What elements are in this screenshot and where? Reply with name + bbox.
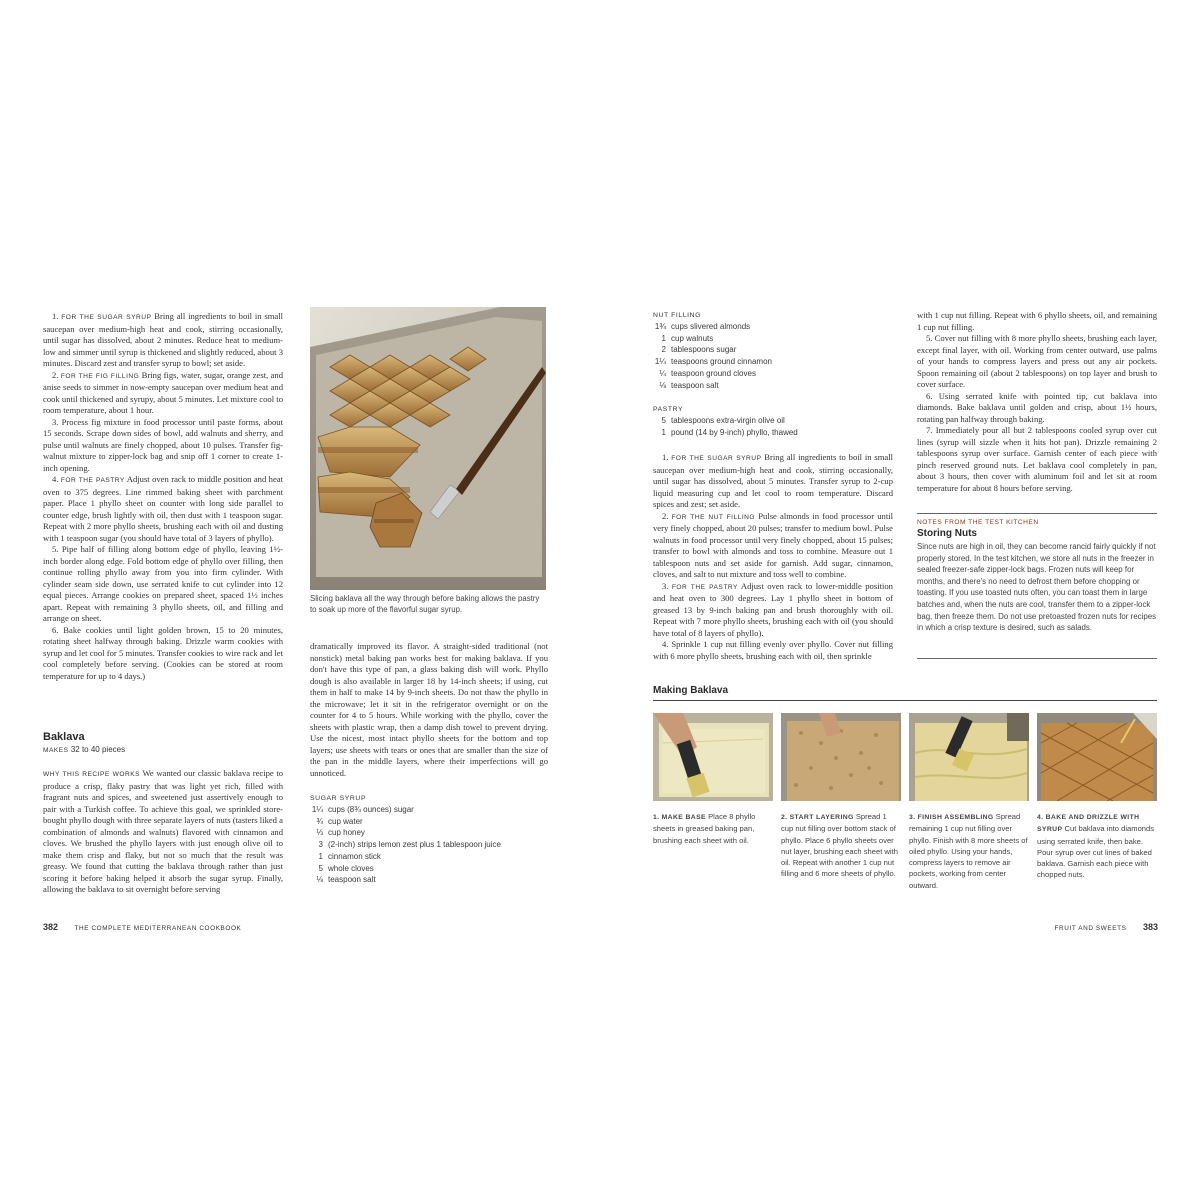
ingredient-text: (2-inch) strips lemon zest plus 1 tablespoon juice: [328, 840, 501, 850]
nut-filling-list: [653, 321, 893, 391]
ingredient-item: [653, 415, 893, 427]
ingredient-item: [653, 356, 893, 368]
making-step-1: [653, 713, 773, 846]
ingredient-text: teaspoons ground cinnamon: [671, 357, 772, 367]
ingredient-item: [653, 380, 893, 392]
start-layering-photo: [781, 713, 901, 801]
ingredient-text: pound (14 by 9-inch) phyllo, thawed: [671, 427, 798, 437]
finish-assembling-caption: 3. FINISH ASSEMBLING Spread remaining 1 cup nut filling over phyllo. Finish with 8 more sheets of oiled phyllo. Using your hands, compress layers to remove air pockets, working from center outward.: [909, 812, 1028, 890]
notes-bottom-rule: [917, 658, 1157, 659]
why-paragraph: [43, 768, 283, 896]
fig-step-4: 4. FOR THE PASTRY Adjust oven rack to middle position and heat oven to 375 degrees. Line rimmed baking sheet with parchment paper. Place 1 phyllo sheet on counter with long side parallel to counter edge, brush lightly with oil, then dust with 1 teaspoon sugar. Repeat with 2 more phyllo sheets, brushing each with oil and dusting with 1 teaspoon sugar (you should have total of 3 layers of phyllo).: [43, 474, 283, 543]
make-base-caption: 1. MAKE BASE Place 8 phyllo sheets in greased baking pan, brushing each sheet with oil.: [653, 812, 756, 845]
why-label: WHY THIS RECIPE WORKS: [43, 771, 141, 778]
sugar-syrup-section: [310, 795, 548, 886]
baklava-step-7: 7. Immediately pour all but 2 tablespoons cooled syrup over cut lines (syrup will sizzle when it hits hot pan). Drizzle remaining 2 tablespoons syrup over surface. Garnish center of each piece with pinch reserved ground nuts. Let baklava cool completely in pan, about 3 hours, then cover with aluminum foil and let sit at room temperature for about 8 hours before serving.: [917, 425, 1157, 493]
recipe-yield: [43, 745, 125, 754]
baklava-step-1: 1. FOR THE SUGAR SYRUP Bring all ingredients to boil in small saucepan over medium-high heat and cook, stirring occasionally, until sugar has dissolved, about 5 minutes. Transfer syrup to 2-cup liquid measuring cup and let cool to room temperature. Discard spices and zest; set aside.: [653, 452, 893, 509]
bake-and-drizzle-photo: [1037, 713, 1157, 801]
making-step-3: [909, 713, 1029, 891]
ingredient-text: cinnamon stick: [328, 851, 381, 861]
ingredient-item: [310, 851, 548, 863]
right-folio: [1055, 917, 1158, 935]
nut-filling-section: [653, 312, 893, 391]
baklava-steps-col2: [917, 310, 1157, 494]
baklava-photo: [310, 307, 546, 590]
makes-label: MAKES: [43, 747, 69, 754]
ingredient-quantity: ⅛: [659, 380, 666, 390]
fig-step-3: 3. Process fig mixture in food processor until paste forms, about 15 seconds. Scrape down sides of bowl, add walnuts and sherry, and pulse until walnuts are finely chopped, about 10 pulses. Transfer fig-walnut mixture to zipper-lock bag and snip off 1 corner to create 1-inch opening.: [43, 416, 283, 473]
baklava-step-6: 6. Using serrated knife with pointed tip, cut baklava into diamonds. Bake baklava until golden and crisp, about 1½ hours, rotating pan halfway through baking.: [917, 390, 1158, 424]
baklava-pan-illustration: [310, 307, 546, 590]
fig-step-1: 1. FOR THE SUGAR SYRUP Bring all ingredients to boil in small saucepan over medium-high heat and cook, stirring occasionally, until sugar has dissolved, about 2 minutes. Reduce heat to medium-low and simmer until syrup is thickened and slightly reduced, about 3 minutes. Discard zest and transfer syrup to bowl; set aside.: [43, 311, 283, 368]
ingredient-text: cup water: [328, 816, 363, 826]
photo-caption: Slicing baklava all the way through before baking allows the pastry to soak up more of the flavorful sugar syrup.: [310, 594, 540, 614]
ingredient-item: [653, 427, 893, 439]
pastry-list: [653, 415, 893, 438]
notes-text: Since nuts are high in oil, they can become rancid fairly quickly if not properly stored. In the test kitchen, we store all nuts in the freezer in sealed freezer-safe zipper-lock bags. Frozen nuts will keep for months, and there's no need to defrost them before chopping or toasting. If you use toasted nuts often, you can toast them in large batches and, when the nuts are cool, transfer them to a zipper-lock bag, then freeze them. Do not use pretoasted frozen nuts for recipes in which a crisp texture is desired, such as salads.: [917, 542, 1157, 633]
ingredient-text: tablespoons extra-virgin olive oil: [671, 416, 785, 425]
ingredient-quantity: ¼: [659, 368, 666, 378]
ingredient-item: [310, 816, 548, 828]
ingredient-text: tablespoons sugar: [671, 345, 737, 355]
baklava-step-5: 5. Cover nut filling with 8 more phyllo sheets, brushing each layer, except final layer, with oil. Working from center outward, use palms of your hands to compress layers and press out any air pockets. Spoon remaining oil (about 2 tablespoons) on top layer and brush to cover surface.: [917, 333, 1157, 389]
nut-filling-heading: NUT FILLING: [653, 312, 702, 319]
fig-cookie-steps: [43, 311, 283, 682]
pastry-section: [653, 406, 893, 438]
ingredient-quantity: 3: [318, 840, 323, 850]
ingredient-item: [653, 368, 893, 380]
baklava-steps-col1: [653, 452, 893, 662]
ingredient-item: [653, 321, 893, 333]
ingredient-quantity: 1: [661, 333, 666, 343]
bake-and-drizzle-caption: 4. BAKE AND DRIZZLE WITH SYRUP Cut baklava into diamonds using serrated knife, then bake. Pour syrup over cut lines of baked baklava. Garnish each piece with chopped nuts.: [1037, 814, 1155, 880]
ingredient-item: [310, 874, 548, 886]
why-continued-text: dramatically improved its flavor. A straight-sided traditional (not nonstick) metal baking pan works best for making baklava. If you don't have this type of pan, a glass baking dish will work. Phyllo dough is also available in larger 18 by 14-inch sheets; if using, cut them in half to make 14 by 9-inch sheets. Do not thaw the phyllo in the microwave; let it sit in the refrigerator overnight or on the counter for 4 to 5 hours. While working with the phyllo, cover the sheets with plastic wrap, then a damp dish towel to prevent drying. Use the nicest, most intact phyllo sheets for the bottom and top layers; use sheets with tears or ones that are smaller than the size of the pan in the middle layers, where their imperfections will go unnoticed.: [310, 641, 548, 778]
ingredient-quantity: 5: [318, 863, 323, 873]
baklava-step-4-continued: with 1 cup nut filling. Repeat with 6 phyllo sheets, oil, and remaining 1 cup nut filling.: [917, 310, 1157, 332]
ingredient-quantity: ⅛: [316, 875, 323, 885]
ingredient-text: cup honey: [328, 828, 365, 838]
ingredient-item: [310, 804, 548, 816]
make-base-photo: [653, 713, 773, 801]
ingredient-quantity: 1: [661, 427, 666, 437]
ingredient-text: teaspoon salt: [671, 380, 719, 390]
finish-assembling-photo: [909, 713, 1029, 801]
recipe-title: Baklava: [43, 731, 85, 743]
ingredient-quantity: 1¼: [311, 805, 323, 814]
baklava-step-2: 2. FOR THE NUT FILLING Pulse almonds in food processor until very finely chopped, about 20 pulses; transfer to medium bowl. Pulse walnuts in food processor until very finely chopped, about 15 pulses; transfer to bowl with almonds and toss to combine. Measure out 1 tablespoon nuts and set aside for garnish. Add sugar, cinnamon, cloves, and salt to nut mixture and toss well to combine.: [653, 510, 893, 579]
making-step-2: [781, 713, 901, 880]
why-this-recipe-works: [43, 768, 283, 896]
ingredient-text: cup walnuts: [671, 333, 714, 343]
ingredient-item: [310, 863, 548, 875]
ingredient-text: teaspoon ground cloves: [671, 368, 756, 378]
ingredient-item: [310, 827, 548, 839]
ingredient-quantity: 5: [661, 416, 666, 425]
fig-step-2: 2. FOR THE FIG FILLING Bring figs, water, sugar, orange zest, and anise seeds to simmer in now-empty saucepan over medium heat and cook until thickened and syrupy, about 5 minutes. Let mixture cool to room temperature, about 1 hour.: [43, 369, 283, 415]
right-page: [600, 0, 1200, 1200]
makes-value: 32 to 40 pieces: [70, 745, 126, 754]
ingredient-quantity: ¾: [316, 816, 323, 826]
ingredient-text: cups (8¾ ounces) sugar: [328, 805, 414, 814]
ingredient-quantity: 2: [661, 345, 666, 355]
notes-label: NOTES FROM THE TEST KITCHEN: [917, 519, 1039, 526]
fig-step-5: 5. Pipe half of filling along bottom edge of phyllo, leaving 1½-inch border along edge. Fold bottom edge of phyllo over filling, then continue rolling phyllo away from you into firm cylinder. With cylinder seam side down, use serrated knife to cut cylinder into 12 equal pieces. Arrange cookies on prepared sheet, spaced 1½ inches apart. Repeat with remaining 3 phyllo sheets, oil, and filling and arrange on sheet.: [43, 544, 283, 623]
sugar-syrup-heading: SUGAR SYRUP: [310, 795, 367, 802]
page-number-left: 382: [43, 922, 59, 932]
ingredient-item: [310, 839, 548, 851]
start-layering-caption: 2. START LAYERING Spread 1 cup nut filling over bottom stack of phyllo. Place 6 phyllo sheets over nut layer, brushing each sheet with oil. Repeat with another 1 cup nut filling and 6 more sheets of phyllo.: [781, 812, 898, 879]
ingredient-quantity: ⅓: [316, 828, 323, 838]
ingredient-item: [653, 333, 893, 345]
notes-title: Storing Nuts: [917, 528, 977, 539]
making-step-4: [1037, 713, 1157, 881]
making-title: Making Baklava: [653, 685, 729, 696]
sugar-syrup-list: [310, 804, 548, 886]
making-rule: [653, 700, 1157, 701]
notes-top-rule: [917, 513, 1157, 514]
ingredient-quantity: 1: [318, 851, 323, 861]
ingredient-text: teaspoon salt: [328, 875, 376, 885]
fig-step-6: 6. Bake cookies until light golden brown, 15 to 20 minutes, rotating sheet halfway through baking. Drizzle warm cookies with syrup and let cool for 5 minutes. Transfer cookies to wire rack and let cool completely before serving. (Cookies can be stored at room temperature for up to 4 days.): [43, 624, 283, 681]
page-number-right: 383: [1142, 922, 1158, 932]
ingredient-quantity: 1¼: [654, 357, 666, 367]
why-continued-column: [310, 641, 548, 779]
why-text: We wanted our classic baklava recipe to produce a crisp, flaky pastry that was light yet rich, filled with fragrant nuts and spices, and sweetened just assertively enough to pair with a Turkish coffee. To achieve this goal, we sprinkled store-bought phyllo dough with three separate layers of nuts (tasters liked a combination of almonds and walnuts) flavored with cinnamon and cloves. We brushed the phyllo layers with just enough olive oil to make them crisp and flaky, but not so much that the result was greasy. We found that cutting the baklava through rather than just scoring it before baking helped it absorb the sugar syrup. Finally, allowing the baklava to sit overnight before serving: [43, 768, 284, 894]
ingredient-text: whole cloves: [328, 863, 374, 873]
left-folio: [43, 917, 241, 935]
ingredient-quantity: 1¾: [654, 322, 666, 331]
notes-box: [917, 519, 1157, 634]
baklava-step-4: 4. Sprinkle 1 cup nut filling evenly over phyllo. Cover nut filling with 6 more phyllo sheets, brushing each with oil, then sprinkle: [653, 639, 893, 661]
pastry-heading: PASTRY: [653, 406, 684, 413]
ingredient-text: cups slivered almonds: [671, 322, 751, 331]
chapter-title: FRUIT AND SWEETS: [1054, 925, 1127, 932]
ingredient-item: [653, 344, 893, 356]
book-title: THE COMPLETE MEDITERRANEAN COOKBOOK: [74, 925, 242, 932]
baklava-step-3: 3. FOR THE PASTRY Adjust oven rack to lower-middle position and heat oven to 300 degrees. Lay 1 phyllo sheet in bottom of greased 13 by 9-inch baking pan and brush thoroughly with oil. Repeat with 7 more phyllo sheets, brushing each with oil (you should have total of 8 layers of phyllo).: [653, 580, 893, 638]
